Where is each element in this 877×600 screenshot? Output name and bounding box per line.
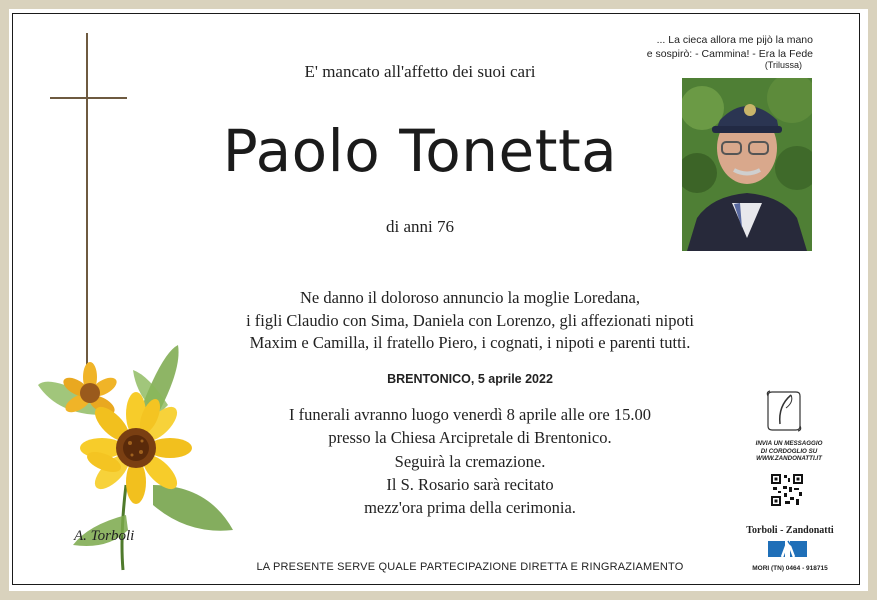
brand-name: Torboli - Zandonatti (746, 525, 834, 536)
condolence-line: INVIA UN MESSAGGIO (755, 440, 823, 447)
place-date: BRENTONICO, 5 aprile 2022 (387, 372, 553, 386)
portrait-photo (682, 78, 812, 251)
brand-logo-icon (768, 539, 808, 559)
announcement-line: i figli Claudio con Sima, Daniela con Lorenzo, gli affezionati nipoti (246, 310, 694, 330)
cross-icon-horizontal (50, 97, 127, 99)
funeral-line: Il S. Rosario sarà recitato (386, 474, 554, 494)
footer-text: LA PRESENTE SERVE QUALE PARTECIPAZIONE DIRETTA E RINGRAZIAMENTO (256, 561, 684, 573)
deceased-name: Paolo Tonetta (222, 117, 618, 185)
brand-contact: MORI (TN) 0464 - 918715 (752, 565, 828, 572)
condolence-url[interactable]: WWW.ZANDONATTI.IT (756, 455, 822, 462)
condolence-message-link[interactable] (748, 440, 830, 463)
funeral-details (215, 403, 725, 519)
announcement-line: Ne danno il doloroso annuncio la moglie Loredana, (300, 288, 640, 307)
quote (647, 34, 813, 61)
quote-author: (Trilussa) (764, 60, 802, 70)
funeral-line: I funerali avranno luogo venerdì 8 aprile alle ore 15.00 (289, 405, 651, 424)
cross-icon-vertical (86, 33, 88, 378)
funeral-line: presso la Chiesa Arcipretale di Brentonico. (328, 428, 612, 448)
quote-line: e sospirò: - Cammina! - Era la Fede (646, 47, 813, 60)
age-text: di anni 76 (386, 217, 454, 236)
quill-scroll-icon[interactable] (764, 386, 804, 434)
funeral-line: mezz'ora prima della cerimonia. (364, 498, 576, 518)
intro-text: E' mancato all'affetto dei suoi cari (304, 62, 536, 81)
quote-line: ... La cieca allora me pijò la mano (656, 34, 813, 46)
announcement-line: Maxim e Camilla, il fratello Piero, i cognati, i nipoti e parenti tutti. (249, 333, 691, 352)
qr-code-icon[interactable] (770, 473, 804, 507)
condolence-line: DI CORDOGLIO SU (760, 447, 818, 455)
artist-signature: A. Torboli (74, 528, 135, 544)
funeral-line: Seguirà la cremazione. (394, 451, 546, 471)
announcement (150, 287, 790, 355)
